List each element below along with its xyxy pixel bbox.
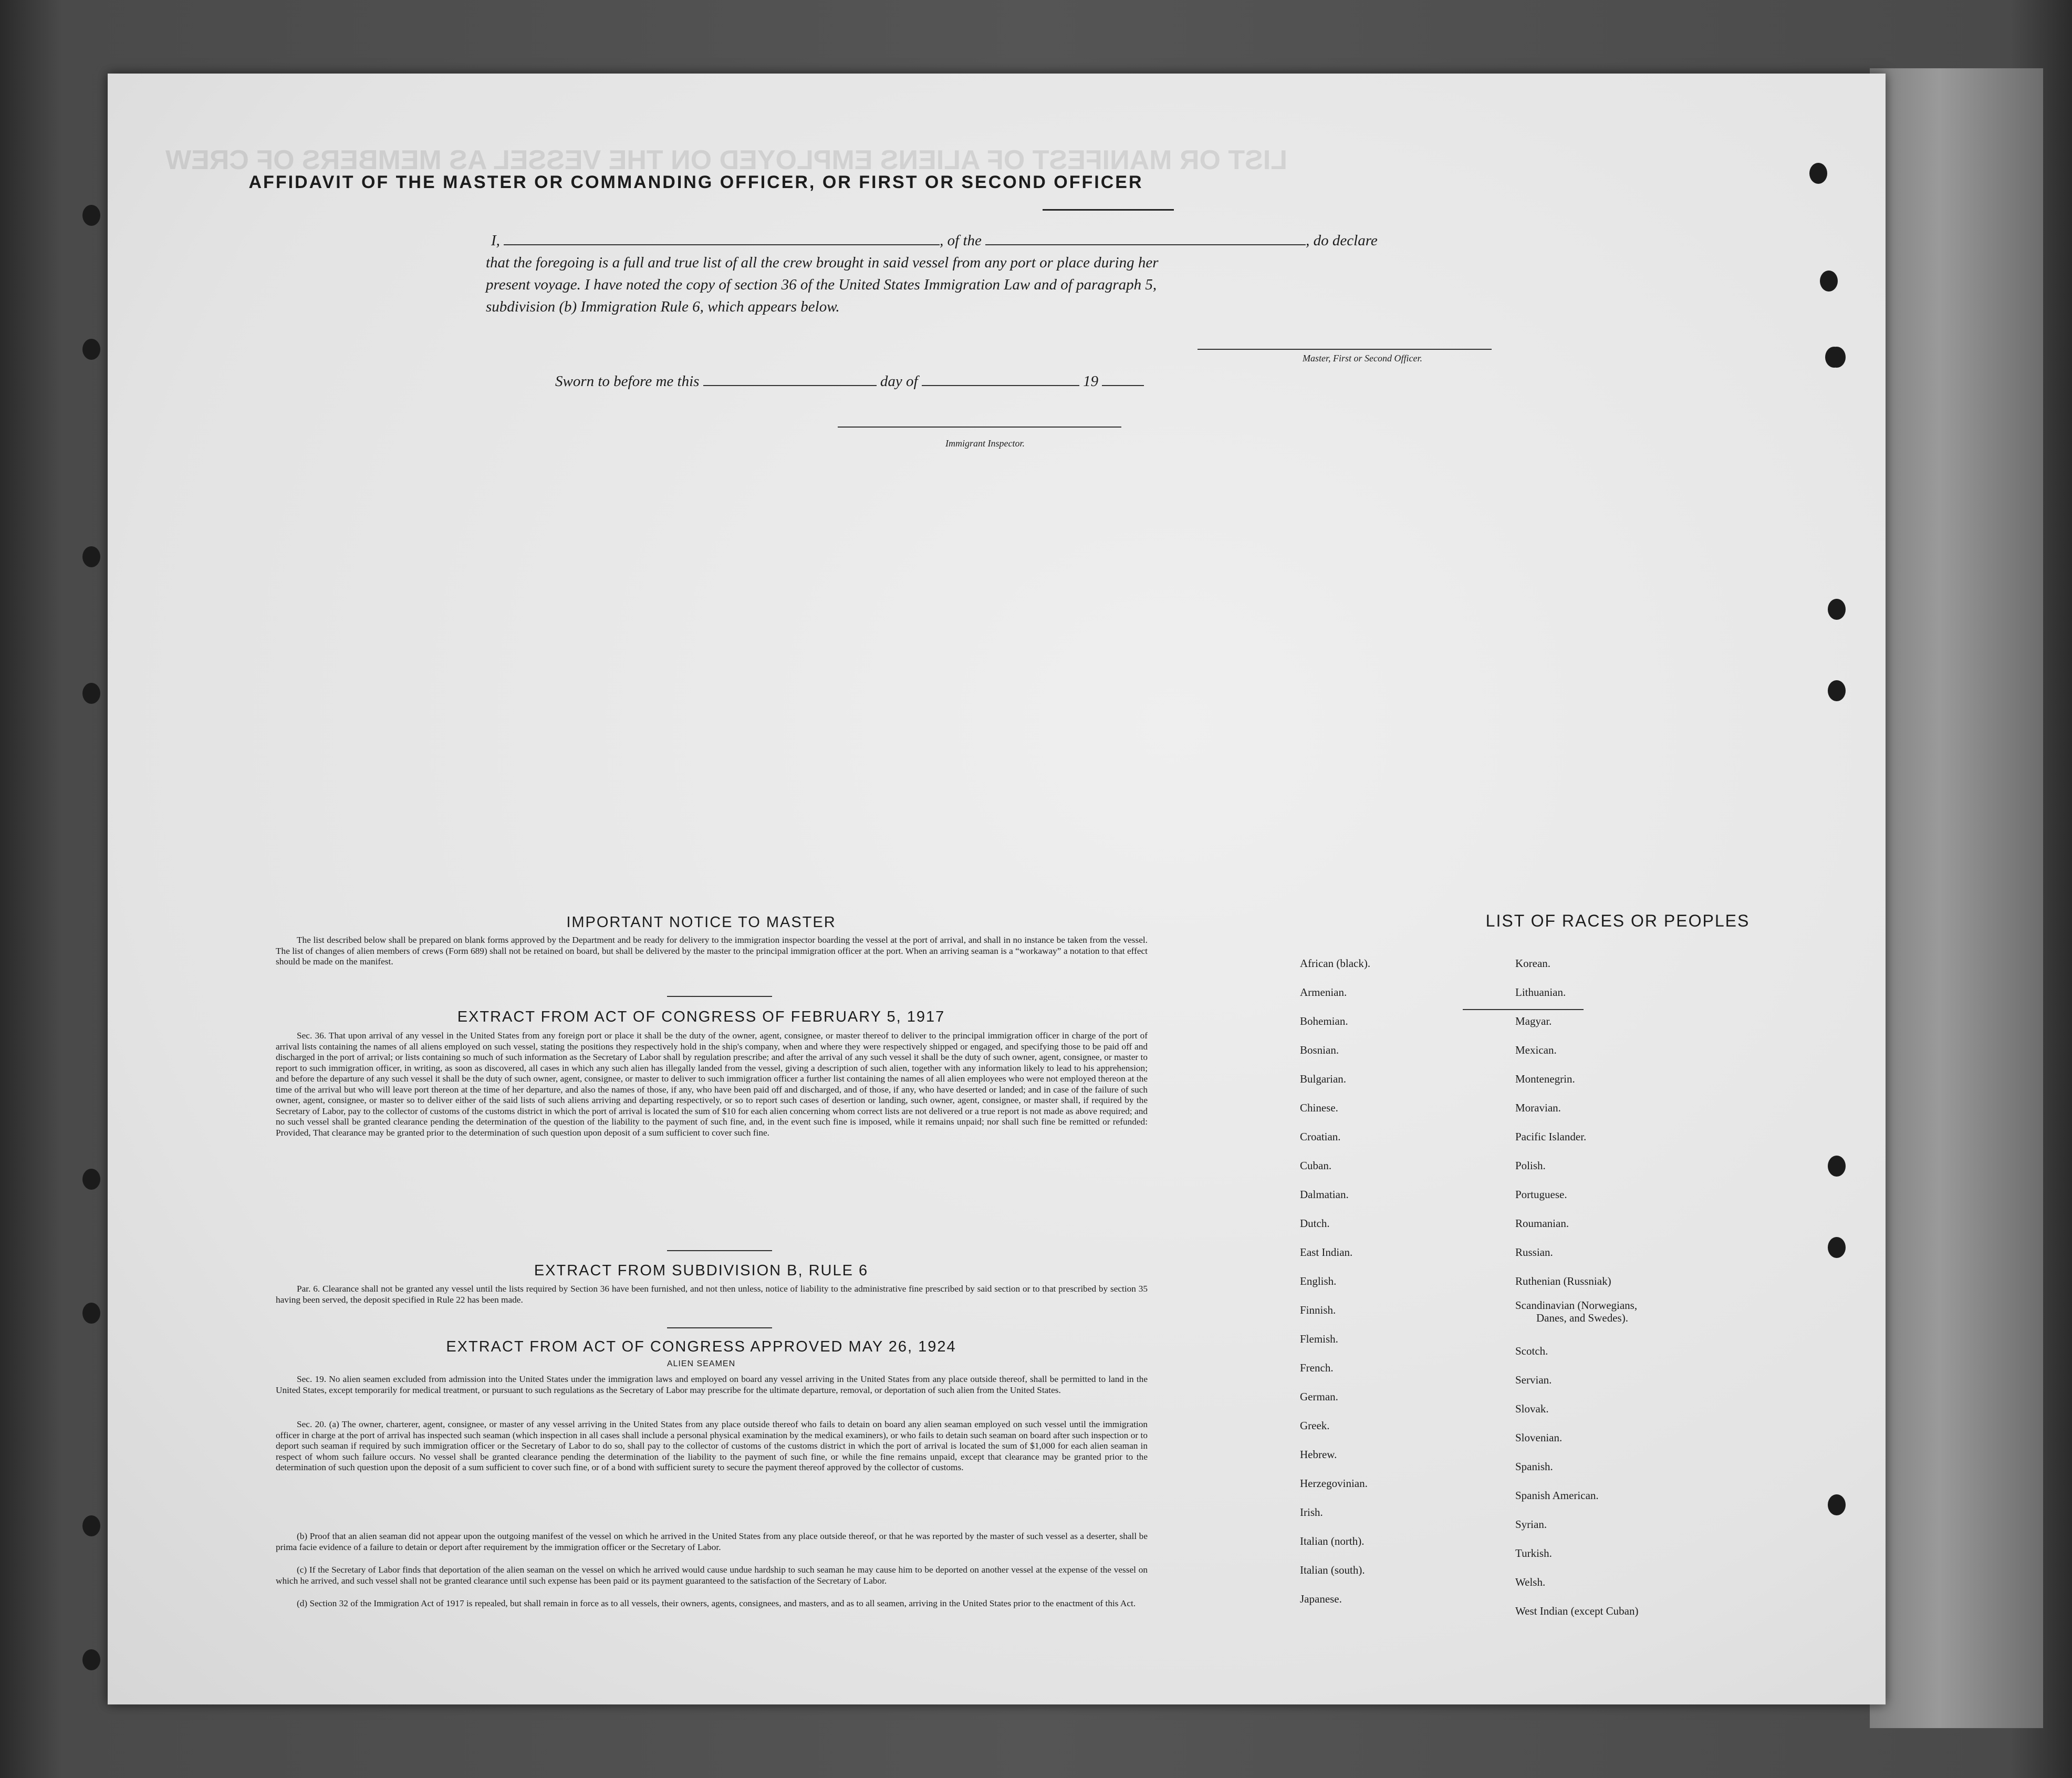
binder-hole [82,1169,100,1190]
race-item: Bosnian. [1300,1044,1339,1056]
affidavit-line-1: I, , of the , do declare [491,232,1378,249]
race-item: Syrian. [1515,1518,1547,1531]
affidavit-title: AFFIDAVIT OF THE MASTER OR COMMANDING OFFICER, OR FIRST OR SECOND OFFICER [248,172,1143,192]
race-item: Ruthenian (Russniak) [1515,1275,1611,1287]
affidavit-line-3: present voyage. I have noted the copy of section 36 of the United States Immigration Law and of paragraph 5, [486,276,1157,293]
affidavit-line-4: subdivision (b) Immigration Rule 6, which appears below. [486,298,840,315]
extract-1924-title: EXTRACT FROM ACT OF CONGRESS APPROVED MAY 26, 1924 [446,1338,956,1355]
binder-hole [1828,680,1846,701]
master-name-blank[interactable] [504,244,940,245]
section-rule [667,996,772,997]
race-item: Cuban. [1300,1159,1332,1172]
race-item: Dutch. [1300,1217,1330,1230]
extract-1924-sec20a: Sec. 20. (a) The owner, charterer, agent, consignee, or master of any vessel arriving in the United States from any place outside thereof who fails to detain on board any alien seaman employed on such vessel until the immigration officer in charge at the port of arrival has inspected such seaman (which inspection in all cases shall include a personal physical examination by the medical examiners), or who fails to detain such seaman on board after such inspection or to deport such seaman if required by such immigration officer or the Secretary of Labor to do so, shall pay to the collector of customs of the customs district in which the port of arrival is located the sum of $1,000 for each alien seaman in respect of whom such failure occurs. No vessel shall be granted clearance pending the determination of the liability to the payment of such fine, or while the fine remains unpaid, except that clearance may be granted prior to the determination of such question upon the deposit of a sum sufficient to cover such fine, or of a bond with sufficient surety to secure the payment thereof approved by the collector of customs. [276,1419,1148,1472]
race-item: Japanese. [1300,1593,1342,1605]
master-signature-line[interactable] [1198,349,1492,350]
binder-hole [1809,163,1827,184]
extract-1924-subtitle: ALIEN SEAMEN [667,1359,736,1368]
race-item: African (black). [1300,957,1371,970]
extract-1917-title: EXTRACT FROM ACT OF CONGRESS OF FEBRUARY 5, 1917 [457,1008,945,1025]
race-item: English. [1300,1275,1337,1287]
sworn-month-blank[interactable] [922,385,1079,386]
race-item: West Indian (except Cuban) [1515,1605,1639,1617]
extract-1924-sec20b: (b) Proof that an alien seaman did not appear upon the outgoing manifest of the vessel on which he arrived in the United States from any place outside thereof, or that he was reported by the master of such vessel as a deserter, shall be prima facie evidence of a failure to detain or deport after requirement by the immigration officer or the Secretary of Labor. [276,1531,1148,1552]
race-item: Finnish. [1300,1304,1336,1316]
race-item: Scotch. [1515,1345,1548,1357]
notice-title: IMPORTANT NOTICE TO MASTER [566,914,836,931]
binder-hole [82,1515,100,1536]
inspector-signature-label: Immigrant Inspector. [945,438,1025,449]
sworn-day-blank[interactable] [703,385,877,386]
race-item: German. [1300,1390,1338,1403]
races-column-2 [1515,949,1638,1626]
notice-text: The list described below shall be prepared on blank forms approved by the Department and be ready for delivery to the immigration inspector boarding the vessel at the port of arrival, and shall in no instance be taken from the vessel. The list of changes of alien members of crews (Form 689) shall not be retained on board, but shall be delivered by the master to the principal immigration officer at the port. When an arriving seaman is a “workaway” a notation to that effect should be made on the manifest. [276,935,1148,966]
race-item: Italian (south). [1300,1564,1365,1576]
race-item: Hebrew. [1300,1448,1337,1461]
race-item: Flemish. [1300,1333,1338,1345]
binder-hole [82,339,100,360]
binder-hole [82,1649,100,1670]
race-item: Welsh. [1515,1576,1546,1588]
race-item: Mexican. [1515,1044,1557,1056]
race-item: Servian. [1515,1374,1552,1386]
vessel-name-blank[interactable] [985,244,1306,245]
binder-hole [82,546,100,567]
race-item: Chinese. [1300,1101,1338,1114]
race-item: Spanish American. [1515,1489,1599,1502]
binder-hole [82,1303,100,1324]
bleed-through-heading: LIST OR MANIFEST OF ALIENS EMPLOYED ON THE VESSEL AS MEMBERS OF CREW [165,145,1287,175]
affidavit-line-2: that the foregoing is a full and true list of all the crew brought in said vessel from any port or place during her [486,254,1159,271]
binder-hole [1828,599,1846,620]
race-item: Moravian. [1515,1101,1561,1114]
race-item: Montenegrin. [1515,1073,1575,1085]
binder-hole [82,683,100,704]
inspector-signature-line[interactable] [838,427,1121,428]
race-item: Turkish. [1515,1547,1552,1559]
sworn-line: Sworn to before me this day of 19 [555,373,1144,390]
rule6-text: Par. 6. Clearance shall not be granted any vessel until the lists required by Section 36 have been furnished, and not then unless, notice of liability to the administrative fine prescribed by said section or to that prescribed by section 35 having been served, the deposit specified in Rule 22 has been made. [276,1284,1148,1305]
race-item: Bohemian. [1300,1015,1348,1027]
form-page [108,74,1886,1704]
race-item: Croatian. [1300,1130,1341,1143]
section-rule [667,1327,772,1328]
race-item: Slovak. [1515,1402,1549,1415]
extract-1924-sec20d: (d) Section 32 of the Immigration Act of 1917 is repealed, but shall remain in force as to all vessels, their owners, agents, consignees, and masters, and as to all seamen, arriving in the United States prior to the enactment of this Act. [297,1598,1136,1608]
race-item: Italian (north). [1300,1535,1365,1547]
races-column-1 [1300,949,1370,1614]
race-item: Spanish. [1515,1460,1553,1473]
master-signature-label: Master, First or Second Officer. [1303,353,1422,363]
race-item: Bulgarian. [1300,1073,1347,1085]
race-item: French. [1300,1361,1334,1374]
race-item: Scandinavian (Norwegians, Danes, and Swedes). [1515,1299,1638,1324]
race-item: Russian. [1515,1246,1553,1259]
sworn-year-blank[interactable] [1102,385,1144,386]
underlying-pages-edge [1870,68,2043,1728]
section-rule [667,1250,772,1251]
binder-hole [1828,1156,1846,1177]
race-item: Pacific Islander. [1515,1130,1587,1143]
extract-1924-sec19: Sec. 19. No alien seamen excluded from admission into the United States under the immigration laws and employed on board any vessel arriving in the United States from any place outside thereof, shall be permitted to land in the United States, except temporarily for medical treatment, or pursuant to such regulations as the Secretary of Labor may prescribe for the ultimate departure, removal, or deportation of such alien from the United States. [276,1374,1148,1395]
binder-hole [1828,1237,1846,1258]
race-item: Portuguese. [1515,1188,1567,1201]
binder-hole [1828,1494,1846,1515]
extract-1917-text: Sec. 36. That upon arrival of any vessel in the United States from any foreign port or place it shall be the duty of the owner, agent, consignee, or master thereof to deliver to the principal immigration officer in charge of the port of arrival lists containing the names of all aliens employed on such vessel, stating the positions they respectively hold in the ship's company, when and where they were respectively shipped or engaged, and specifying those to be paid off and discharged in the port of arrival; or lists containing so much of such information as the Secretary of Labor shall by regulation prescribe; and after the arrival of any such vessel it shall be the duty of such owner, agent, consignee, or master to report to such immigration officer, in writing, as soon as discovered, all cases in which any such alien has illegally landed from the vessel, giving a description of such alien, together with any information likely to lead to his apprehension; and before the departure of any such vessel it shall be the duty of such owner, agent, consignee, or master to deliver to such immigration officer a further list containing the names of all alien employees who were not employed thereon at the time of the arrival but who will leave port thereon at the time of her departure, and also the names of those, if any, who have been paid off and discharged, and of those, if any, who have deserted or landed; and in case of the failure of such owner, agent, consignee, or master so to deliver either of the said lists of such aliens arriving and departing respectively, or so to report such cases of desertion or landing, such owner, agent, consignee, or master shall, if required by the Secretary of Labor, pay to the collector of customs of the customs district in which the port of arrival is located the sum of $10 for each alien concerning whom correct lists are not delivered or a true report is not made as above required; and no such vessel shall be granted clearance pending the determination of the question of the liability to the payment of such fine, and, in the event such fine is imposed, while it remains unpaid; nor shall such fine be remitted or refunded: Provided, That clearance may be granted prior to the determination of such question upon deposit of a sum sufficient to cover such fine. [276,1031,1148,1138]
race-item: Armenian. [1300,986,1347,999]
race-item: Magyar. [1515,1015,1552,1027]
race-item: Lithuanian. [1515,986,1566,999]
race-item: Polish. [1515,1159,1546,1172]
race-item: Dalmatian. [1300,1188,1349,1201]
extract-1924-sec20c: (c) If the Secretary of Labor finds that deportation of the alien seaman on the vessel on which he arrived would cause undue hardship to such seaman he may cause him to be deported on another vessel at the expense of the vessel on which he arrived, and such vessel shall not be granted clearance until such expense has been paid or its payment guaranteed to the satisfaction of the Secretary of Labor. [276,1565,1148,1586]
races-title: LIST OF RACES OR PEOPLES [1485,911,1750,930]
race-item: Korean. [1515,957,1551,970]
race-item: Greek. [1300,1419,1330,1432]
binder-hole [1828,347,1846,368]
race-item: Irish. [1300,1506,1323,1519]
binder-hole [82,205,100,226]
race-item: Herzegovinian. [1300,1477,1368,1490]
race-item: Slovenian. [1515,1431,1563,1444]
title-rule [1043,209,1174,211]
race-item: Roumanian. [1515,1217,1569,1230]
rule6-title: EXTRACT FROM SUBDIVISION B, RULE 6 [534,1262,869,1279]
binder-hole [1820,271,1838,292]
race-item: East Indian. [1300,1246,1353,1259]
